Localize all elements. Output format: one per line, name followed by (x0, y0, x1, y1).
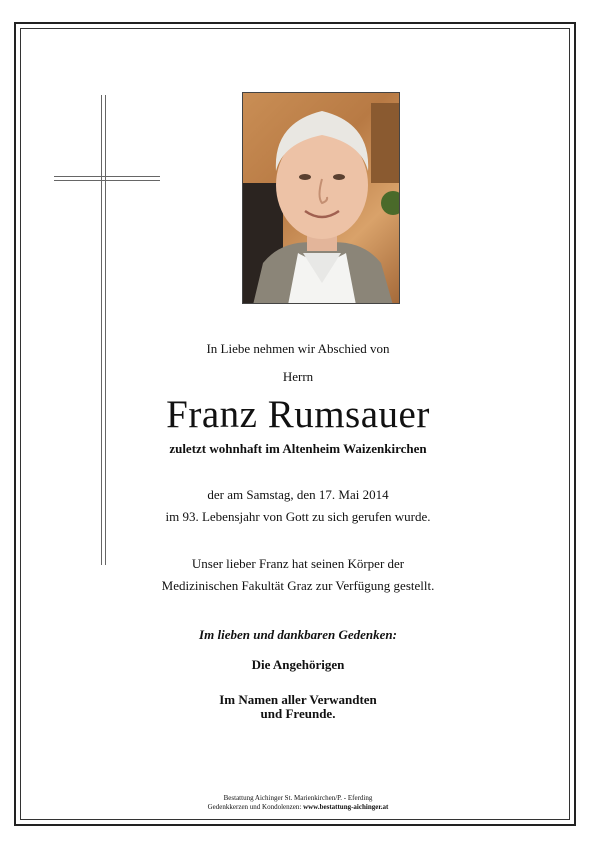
portrait-illustration (243, 93, 400, 304)
salutation: Herrn (282, 369, 314, 384)
website-link[interactable]: www.bestattung-aichinger.at (303, 803, 389, 811)
last-residence: zuletzt wohnhaft im Altenheim Waizenkirchen (169, 441, 427, 456)
relatives-line-2: und Freunde. (260, 706, 336, 721)
family-signature: Die Angehörigen (251, 657, 345, 672)
age-line: im 93. Lebensjahr von Gott zu sich gerufen wurde. (165, 509, 431, 524)
deceased-name: Franz Rumsauer (166, 393, 430, 436)
farewell-intro: In Liebe nehmen wir Abschied von (206, 341, 390, 356)
cross-horizontal-beam (54, 176, 160, 181)
memorial-line: Im lieben und dankbaren Gedenken: (199, 627, 397, 642)
condolences-label: Gedenkkerzen und Kondolenzen: (207, 803, 304, 811)
body-donation-line-1: Unser lieber Franz hat seinen Körper der (191, 556, 405, 571)
body-donation-line-2: Medizinischen Fakultät Graz zur Verfügung gestellt. (161, 578, 435, 593)
portrait-photo (242, 92, 400, 304)
relatives-line-1: Im Namen aller Verwandten (219, 692, 377, 707)
death-date-line: der am Samstag, den 17. Mai 2014 (207, 487, 389, 502)
funeral-home-line: Bestattung Aichinger St. Marienkirchen/P. - Eferding (223, 794, 373, 802)
condolences-line (0, 803, 596, 811)
